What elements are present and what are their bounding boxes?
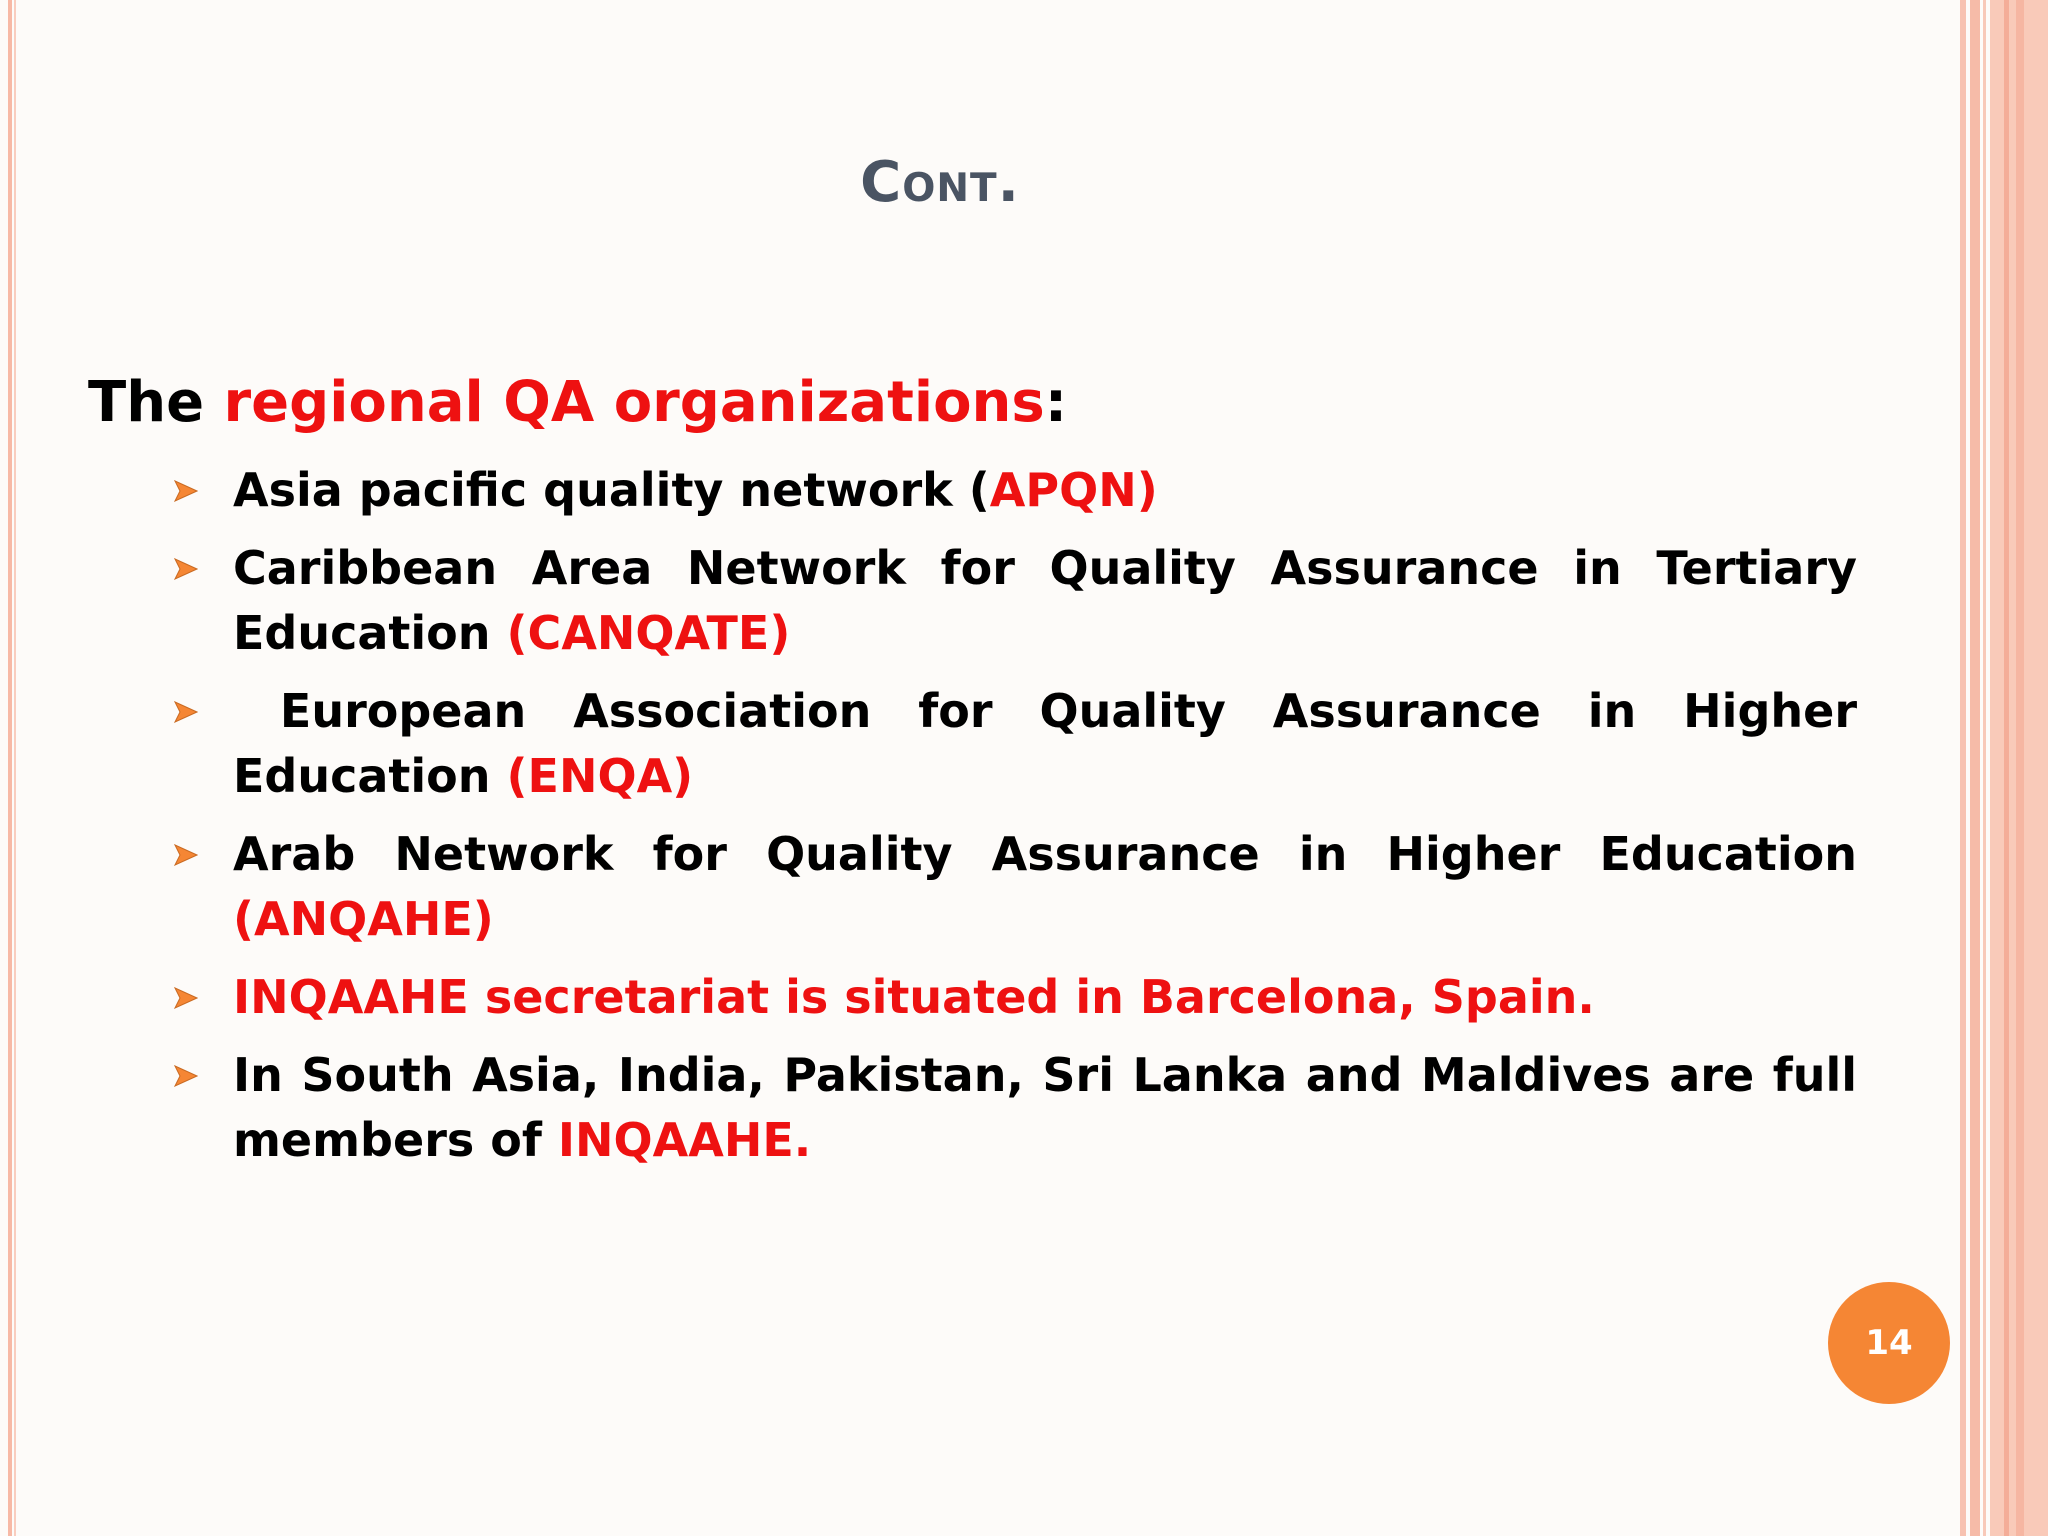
item-highlight: INQAAHE secretariat is situated in Barcelona, Spain. bbox=[233, 970, 1595, 1024]
left-border-stripe bbox=[8, 0, 12, 1536]
item-text: In South Asia, India, Pakistan, Sri Lanka and Maldives are full members of bbox=[233, 1048, 1857, 1167]
item-highlight: INQAAHE. bbox=[557, 1113, 812, 1167]
left-border-stripe bbox=[14, 0, 16, 1536]
intro-line bbox=[88, 370, 1067, 435]
item-text: Caribbean Area Network for Quality Assurance in Tertiary Education bbox=[233, 541, 1857, 660]
intro-prefix: The bbox=[88, 370, 224, 435]
right-border-stripe bbox=[1970, 0, 1980, 1536]
item-text: Arab Network for Quality Assurance in Higher Education bbox=[233, 827, 1857, 881]
list-item bbox=[172, 458, 1857, 523]
list-item bbox=[172, 822, 1857, 952]
arrow-bullet-icon bbox=[174, 1065, 198, 1087]
item-text: European Association for Quality Assurance in Higher Education bbox=[233, 684, 1857, 803]
page-number: 14 bbox=[1865, 1323, 1913, 1363]
item-highlight: (ANQAHE) bbox=[233, 892, 494, 946]
item-highlight: (ENQA) bbox=[506, 749, 694, 803]
arrow-bullet-icon bbox=[174, 844, 198, 866]
right-border-stripe bbox=[2016, 0, 2024, 1536]
arrow-bullet-icon bbox=[174, 701, 198, 723]
slide-title: Cont. bbox=[860, 150, 1020, 215]
right-border-stripe bbox=[1960, 0, 1966, 1536]
intro-suffix: : bbox=[1044, 370, 1068, 435]
list-item bbox=[172, 965, 1857, 1030]
list-item bbox=[172, 536, 1857, 666]
page-number-badge bbox=[1828, 1282, 1950, 1404]
organization-list bbox=[172, 458, 1857, 1186]
item-highlight: (CANQATE) bbox=[506, 606, 791, 660]
arrow-bullet-icon bbox=[174, 987, 198, 1009]
item-highlight: APQN) bbox=[989, 463, 1158, 517]
arrow-bullet-icon bbox=[174, 480, 198, 502]
item-text: Asia pacific quality network ( bbox=[233, 463, 990, 517]
intro-highlight: regional QA organizations bbox=[223, 370, 1045, 435]
right-border-stripe bbox=[1983, 0, 1986, 1536]
right-border-stripe bbox=[2004, 0, 2009, 1536]
list-item bbox=[172, 1043, 1857, 1173]
list-item bbox=[172, 679, 1857, 809]
arrow-bullet-icon bbox=[174, 558, 198, 580]
